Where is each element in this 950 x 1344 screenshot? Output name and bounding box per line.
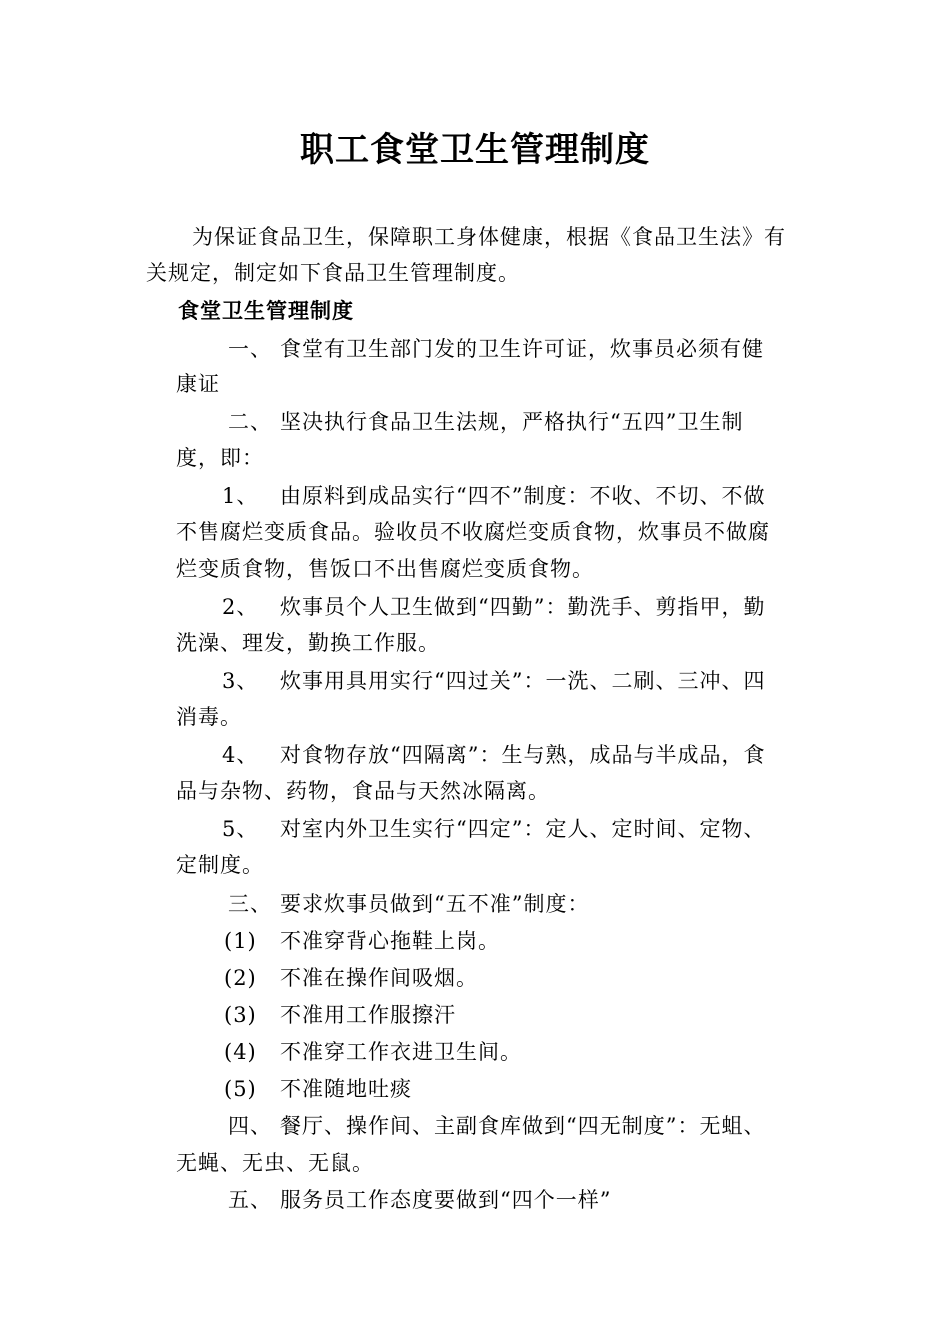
item-four-text: 餐厅、操作间、主副食库做到“四无制度”：无蛆、 xyxy=(280,1114,766,1138)
sub5-label: 5、 xyxy=(222,817,259,841)
prohibition-2-text: 不准在操作间吸烟。 xyxy=(280,966,478,990)
prohibition-3-label: (3) xyxy=(224,1003,257,1027)
item-five-text: 服务员工作态度要做到“四个一样” xyxy=(280,1188,612,1212)
sub3-label: 3、 xyxy=(222,669,259,693)
sub4-text: 对食物存放“四隔离”：生与熟，成品与半成品，食 xyxy=(280,743,766,767)
sub1-line-2: 不售腐烂变质食品。验收员不收腐烂变质食物，炊事员不做腐 xyxy=(176,520,770,544)
item-five-label: 五、 xyxy=(228,1188,272,1212)
sub2-line-2: 洗澡、理发，勤换工作服。 xyxy=(176,631,440,655)
prohibition-4-label: (4) xyxy=(224,1040,257,1064)
intro-line-2: 关规定，制定如下食品卫生管理制度。 xyxy=(146,261,520,285)
prohibition-5-label: (5) xyxy=(224,1077,257,1101)
document-title: 职工食堂卫生管理制度 xyxy=(300,130,650,170)
prohibition-1-label: (1) xyxy=(224,929,257,953)
sub5-text: 对室内外卫生实行“四定”：定人、定时间、定物、 xyxy=(280,817,766,841)
sub3-text: 炊事用具用实行“四过关”：一洗、二刷、三冲、四 xyxy=(280,669,766,693)
sub2-label: 2、 xyxy=(222,595,259,619)
sub1-line-3: 烂变质食物，售饭口不出售腐烂变质食物。 xyxy=(176,557,594,581)
sub2-text: 炊事员个人卫生做到“四勤”：勤洗手、剪指甲，勤 xyxy=(280,595,766,619)
item-one-line-2: 康证 xyxy=(176,372,220,396)
sub5-line-2: 定制度。 xyxy=(176,853,264,877)
section-heading: 食堂卫生管理制度 xyxy=(178,298,354,323)
prohibition-5-text: 不准随地吐痰 xyxy=(280,1077,412,1101)
item-two-label: 二、 xyxy=(228,410,272,434)
item-one-text: 食堂有卫生部门发的卫生许可证，炊事员必须有健 xyxy=(280,337,764,361)
prohibition-1-text: 不准穿背心拖鞋上岗。 xyxy=(280,929,500,953)
item-four-label: 四、 xyxy=(228,1114,272,1138)
sub1-label: 1、 xyxy=(222,484,259,508)
prohibition-2-label: (2) xyxy=(224,966,257,990)
sub3-line-2: 消毒。 xyxy=(176,705,242,729)
item-one-label: 一、 xyxy=(228,337,272,361)
item-three-text: 要求炊事员做到“五不准”制度： xyxy=(280,892,590,916)
item-two-line-2: 度，即： xyxy=(176,446,264,470)
prohibition-3-text: 不准用工作服擦汗 xyxy=(280,1003,456,1027)
item-four-line-2: 无蝇、无虫、无鼠。 xyxy=(176,1151,374,1175)
prohibition-4-text: 不准穿工作衣进卫生间。 xyxy=(280,1040,522,1064)
intro-line-1: 为保证食品卫生，保障职工身体健康，根据《食品卫生法》有 xyxy=(192,225,786,249)
sub1-text: 由原料到成品实行“四不”制度：不收、不切、不做 xyxy=(280,484,766,508)
item-two-text: 坚决执行食品卫生法规，严格执行“五四”卫生制 xyxy=(280,410,744,434)
sub4-line-2: 品与杂物、药物，食品与天然冰隔离。 xyxy=(176,779,550,803)
sub4-label: 4、 xyxy=(222,743,259,767)
item-three-label: 三、 xyxy=(228,892,272,916)
